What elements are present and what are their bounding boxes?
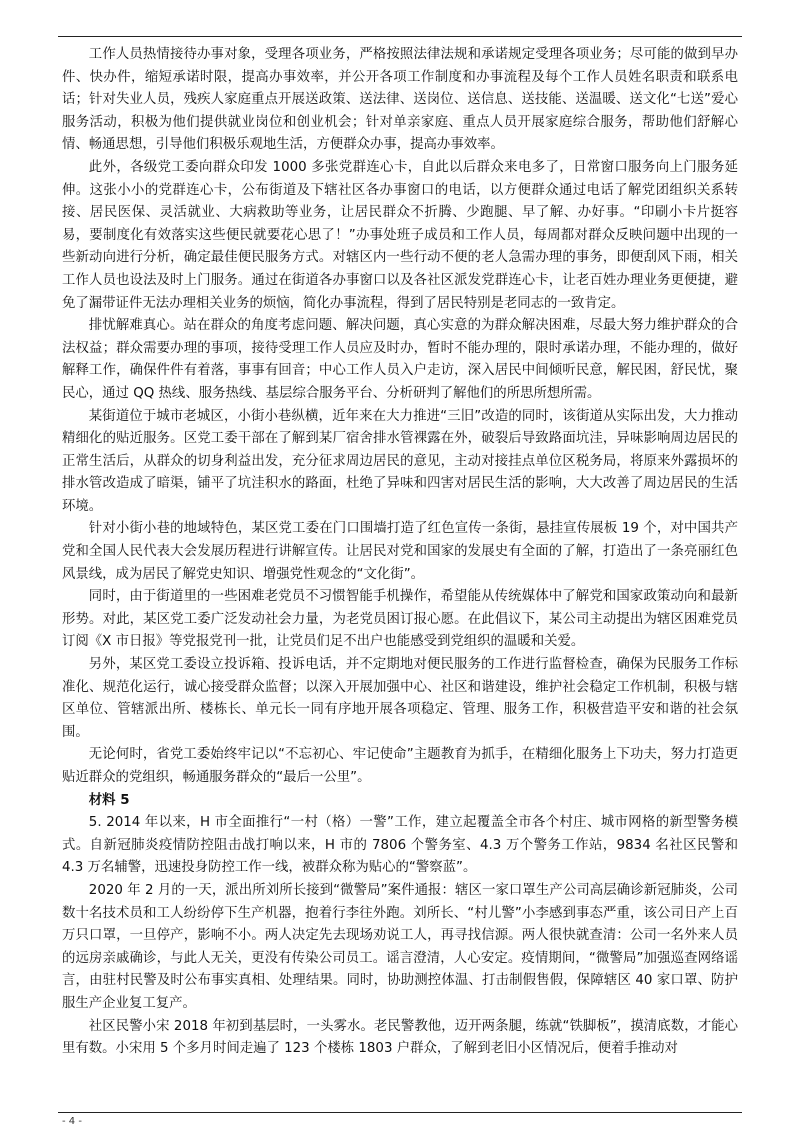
page-number: - 4 - [62,1116,82,1127]
paragraph: 某街道位于城市老城区，小街小巷纵横，近年来在大力推进“三旧”改造的同时，该街道从实际出发，大力推动精细化的贴近服务。区党工委干部在了解到某厂宿舍排水管裸露在外，破裂后导致路面坑洼，异味影响周边居民的正常生活后，从群众的切身利益出发，充分征求周边居民的意见，主动对接挂点单位区税务局，将原来外露损坏的排水管改造成了暗渠，铺平了坑洼积水的路面，杜绝了异味和四害对居民生活的影响，大大改善了周边居民的生活环境。 [62,408,738,514]
paragraph: 社区民警小宋 2018 年初到基层时，一头雾水。老民警教他，迈开两条腿，练就“铁脚板”，摸清底数，才能心里有数。小宋用 5 个多月时间走遍了 123 个楼栋 1803 户群众，了解到老旧小区情况后，便着手推动对 [62,1018,738,1057]
paragraph: 工作人员热情接待办事对象，受理各项业务，严格按照法律法规和承诺规定受理各项业务；尽可能的做到早办件、快办件，缩短承诺时限，提高办事效率，并公开各项工作制度和办事流程及每个工作人员姓名职责和联系电话；针对失业人员，残疾人家庭重点开展送政策、送法律、送岗位、送信息、送技能、送温暖、送文化“七送”爱心服务活动，积极为他们提供就业岗位和创业机会；针对单亲家庭、重点人员开展家庭综合服务，帮助他们舒解心情、畅通思想，引导他们积极乐观地生活，方便群众办事，提高办事效率。 [62,47,738,153]
paragraph: 另外，某区党工委设立投诉箱、投诉电话，并不定期地对便民服务的工作进行监督检查，确保为民服务工作标准化、规范化运行，诚心接受群众监督；以深入开展加强中心、社区和谐建设，维护社会稳定工作机制，积极与辖区单位、管辖派出所、楼栋长、单元长一同有序地开展各项稳定、管理、服务工作，积极营造平安和谐的社会氛围。 [62,657,738,740]
paragraph: 5. 2014 年以来，H 市全面推行“一村（格）一警”工作，建立起覆盖全市各个村庄、城市网格的新型警务模式。自新冠肺炎疫情防控阻击战打响以来，H 市的 7806 个警务室、4.3 万个警务工作站，9834 名社区民警和 4.3 万名辅警，迅速投身防控工作一线，被群众称为贴心的“警察蓝”。 [62,815,738,876]
section-heading: 材料 5 [88,792,130,808]
paragraph: 针对小街小巷的地域特色，某区党工委在门口围墙打造了红色宣传一条街，悬挂宣传展板 19 个，对中国共产党和全国人民代表大会发展历程进行讲解宣传。让居民对党和国家的发展史有全面的了解，打造出了一条亮丽红色风景线，成为居民了解党史知识、增强党性观念的“文化街”。 [62,521,738,582]
paragraph: 排忧解难真心。站在群众的角度考虑问题、解决问题，真心实意的为群众解决困难，尽最大努力维护群众的合法权益；群众需要办理的事项，接待受理工作人员应及时办，暂时不能办理的，限时承诺办理，不能办理的，做好解释工作，确保件件有着落，事事有回音；中心工作人员入户走访，深入居民中间倾听民意，解民困，舒民忧，聚民心，通过 QQ 热线、服务热线、基层综合服务平台、分析研判了解他们的所思所想所需。 [62,318,738,401]
paragraph: 此外，各级党工委向群众印发 1000 多张党群连心卡，自此以后群众来电多了，日常窗口服务向上门服务延伸。这张小小的党群连心卡，公布街道及下辖社区各办事窗口的电话，以方便群众通过电话了解党团组织关系转接、居民医保、灵活就业、大病救助等业务，让居民群众不折腾、少跑腿、早了解、办好事。“印刷小卡片挺容易，要制度化有效落实这些便民就要花心思了！”办事处班子成员和工作人员，每周都对群众反映问题中出现的一些新动向进行分析，确定最佳便民服务方式。对辖区内一些行动不便的老人急需办理的事务，即便刮风下雨，相关工作人员也设法及时上门服务。通过在街道各办事窗口以及各社区派发党群连心卡，让老百姓办理业务更便捷，避免了漏带证件无法办理相关业务的烦恼，简化办事流程，得到了居民特别是老同志的一致肯定。 [62,159,738,311]
paragraph: 无论何时，省党工委始终牢记以“不忘初心、牢记使命”主题教育为抓手，在精细化服务上下功夫，努力打造更贴近群众的党组织，畅通服务群众的“最后一公里”。 [62,747,738,785]
bottom-rule [58,1112,742,1113]
paragraph: 同时，由于街道里的一些困难老党员不习惯智能手机操作，希望能从传统媒体中了解党和国家政策动向和最新形势。对此，某区党工委广泛发动社会力量，为老党员困订报心愿。在此倡议下，某公司主动提出为辖区困难党员订阅《X 市日报》等党报党刊一批，让党员们足不出户也能感受到党组织的温暖和关爱。 [62,589,738,650]
document-body [62,44,738,1061]
paragraph: 2020 年 2 月的一天，派出所刘所长接到“微警局”案件通报：辖区一家口罩生产公司高层确诊新冠肺炎，公司数十名技术员和工人纷纷停下生产机器，抱着行李往外跑。刘所长、“村儿警”小李感到事态严重，该公司日产上百万只口罩，一旦停产，影响不小。两人决定先去现场劝说工人，再寻找信源。两人很快就查清：公司一名外来人员的远房亲戚确诊，与此人无关，更没有传染公司员工。谣言澄清，人心安定。疫情期间，“微警局”加强巡查网络谣言，由驻村民警及时公布事实真相、处理结果。同时，协助测控体温、打击制假售假，保障辖区 40 家口罩、防护服生产企业复工复产。 [62,882,738,1011]
top-rule [58,36,742,37]
